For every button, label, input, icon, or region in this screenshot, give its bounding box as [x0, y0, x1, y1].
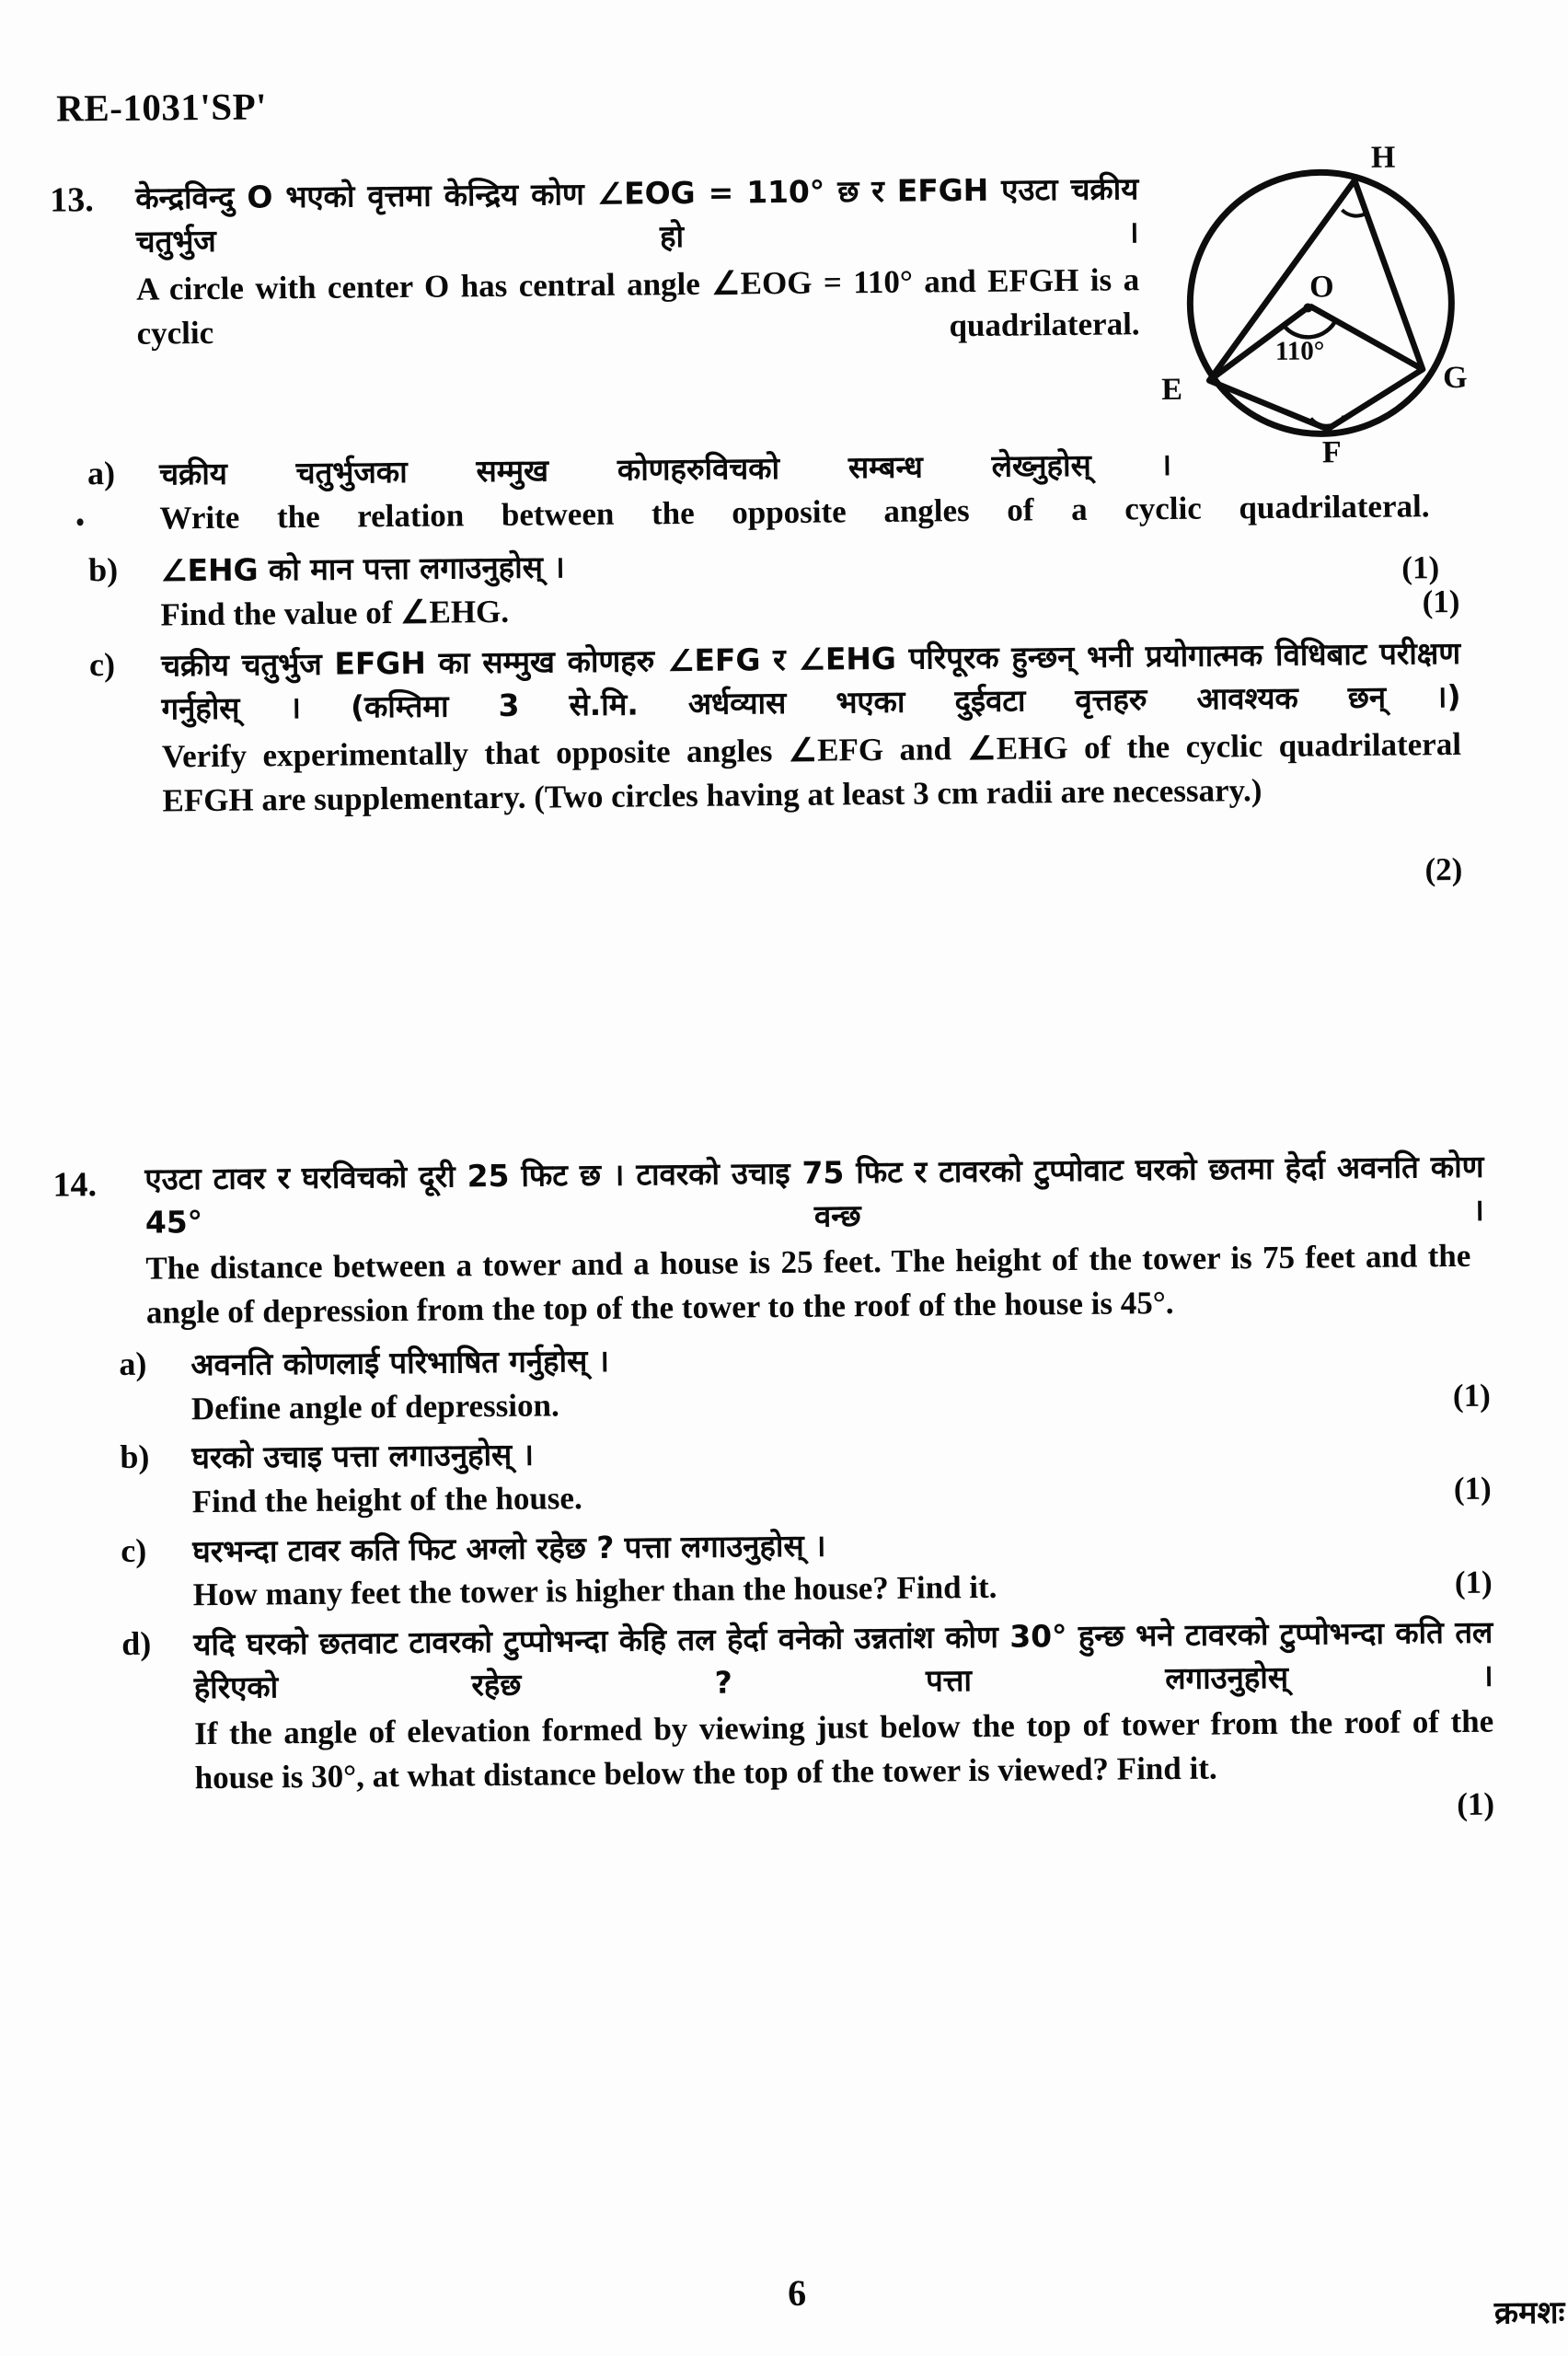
- question-14-part-a: [119, 1332, 1491, 1432]
- part-marks: (1): [1422, 583, 1460, 620]
- cyclic-quadrilateral-figure: [1145, 131, 1544, 475]
- part-text-nepali: घरभन्दा टावर कति फिट अग्लो रहेछ ? पत्ता लगाउनुहोस् ।: [192, 1527, 826, 1569]
- question-14: [52, 1146, 1495, 1822]
- scan-speck: [77, 518, 84, 525]
- part-label: a): [119, 1345, 147, 1383]
- part-text-english: Write the relation between the opposite angles of a cyclic quadrilateral.: [159, 488, 1430, 537]
- part-text-english: How many feet the tower is higher than the house? Find it.: [192, 1569, 997, 1613]
- page-number: 6: [787, 2271, 807, 2315]
- figure-label-H: H: [1370, 140, 1396, 175]
- part-text-english: Find the height of the house.: [191, 1480, 582, 1520]
- part-label: b): [87, 551, 119, 589]
- question-13-stem-nepali: केन्द्रविन्दु O भएको वृत्तमा केन्द्रिय कोण ∠EOG = 110° छ र EFGH एउटा चक्रीय चतुर्भुज हो ।: [135, 170, 1139, 260]
- question-13-part-c: [88, 632, 1471, 888]
- part-text-nepali: चक्रीय चतुर्भुज EFGH का सम्मुख कोणहरु ∠EFG र ∠EHG परिपूरक हुन्छन् भनी प्रयोगात्मक विधिबाट परीक्षण गर्नुहोस् । (कम्तिमा 3 से.मि. अर्धव्यास भएका दुईवटा वृत्तहरु आवश्यक छन् ।): [160, 635, 1461, 727]
- part-text-english: If the angle of elevation formed by viewing just below the top of tower from the roof of the house is 30°, at what distance below the top of the tower is viewed? Find it.: [194, 1703, 1494, 1796]
- part-text-nepali: यदि घरको छतवाट टावरको टुप्पोभन्दा केहि तल हेर्दा वनेको उन्नतांश कोण 30° हुन्छ भने टावरको टुप्पोभन्दा कति तल हेरिएको रहेछ ? पत्ता लगाउनुहोस् ।: [193, 1613, 1493, 1705]
- question-14-part-c: [121, 1518, 1493, 1618]
- part-text-nepali: चक्रीय चतुर्भुजका सम्मुख कोणहरुविचको सम्बन्ध लेख्नुहोस् ।: [158, 445, 1172, 492]
- part-label: a): [86, 454, 116, 492]
- part-marks: (1): [1401, 549, 1440, 586]
- part-text-nepali: ∠EHG को मान पत्ता लगाउनुहोस् ।: [159, 549, 565, 589]
- question-14-part-d: [121, 1611, 1495, 1822]
- part-label: d): [121, 1624, 152, 1662]
- part-marks: (2): [1424, 851, 1463, 888]
- question-14-number: 14.: [52, 1165, 98, 1205]
- part-marks: (1): [1452, 1377, 1491, 1415]
- paper-code: RE-1031'SP': [56, 85, 268, 130]
- part-text-english: Find the value of ∠EHG.: [160, 593, 510, 633]
- question-14-stem: [144, 1146, 1490, 1335]
- question-13-number: 13.: [50, 180, 94, 220]
- part-text-nepali: घरको उचाइ पत्ता लगाउनुहोस् ।: [191, 1437, 535, 1476]
- question-14-stem-english: The distance between a tower and a house is 25 feet. The height of the tower is 75 feet and the angle of depression from the top of the tower to the roof of the house is 45°.: [145, 1237, 1471, 1331]
- part-marks: (1): [1457, 1785, 1495, 1822]
- figure-label-O: O: [1309, 270, 1334, 305]
- figure-label-E: E: [1161, 372, 1183, 408]
- question-13-parts: [86, 441, 1471, 888]
- part-marks: (1): [1453, 1471, 1492, 1507]
- part-marks: (1): [1454, 1564, 1493, 1600]
- figure-label-G: G: [1442, 360, 1468, 396]
- question-14-parts: [119, 1332, 1495, 1822]
- part-label: b): [120, 1438, 150, 1476]
- continued-marker: क्रमशः: [1493, 2293, 1565, 2332]
- part-text-english: Define angle of depression.: [190, 1387, 559, 1427]
- question-13-stem: [135, 167, 1140, 356]
- question-13-part-b: [88, 537, 1470, 639]
- question-14-part-b: [120, 1425, 1492, 1525]
- figure-label-F: F: [1321, 435, 1342, 470]
- part-label: c): [88, 646, 116, 684]
- figure-angle-label: 110°: [1274, 336, 1325, 366]
- question-13-stem-english: A circle with center O has central angle ∠EOG = 110° and EFGH is a cyclic quadrilateral.: [135, 260, 1140, 352]
- part-label: c): [121, 1531, 147, 1569]
- question-14-stem-nepali: एउटा टावर र घरविचको दूरी 25 फिट छ । टावरको उचाइ 75 फिट र टावरको टुप्पोवाट घरको छतमा हेर्दा अवनति कोण 45° वन्छ ।: [144, 1148, 1485, 1241]
- part-text-english: Verify experimentally that opposite angles ∠EFG and ∠EHG of the cyclic quadrilateral EFGH are supplementary. (Two circles having at least 3 cm radii are necessary.): [161, 725, 1462, 819]
- part-text-nepali: अवनति कोणलाई परिभाषित गर्नुहोस् ।: [190, 1343, 610, 1383]
